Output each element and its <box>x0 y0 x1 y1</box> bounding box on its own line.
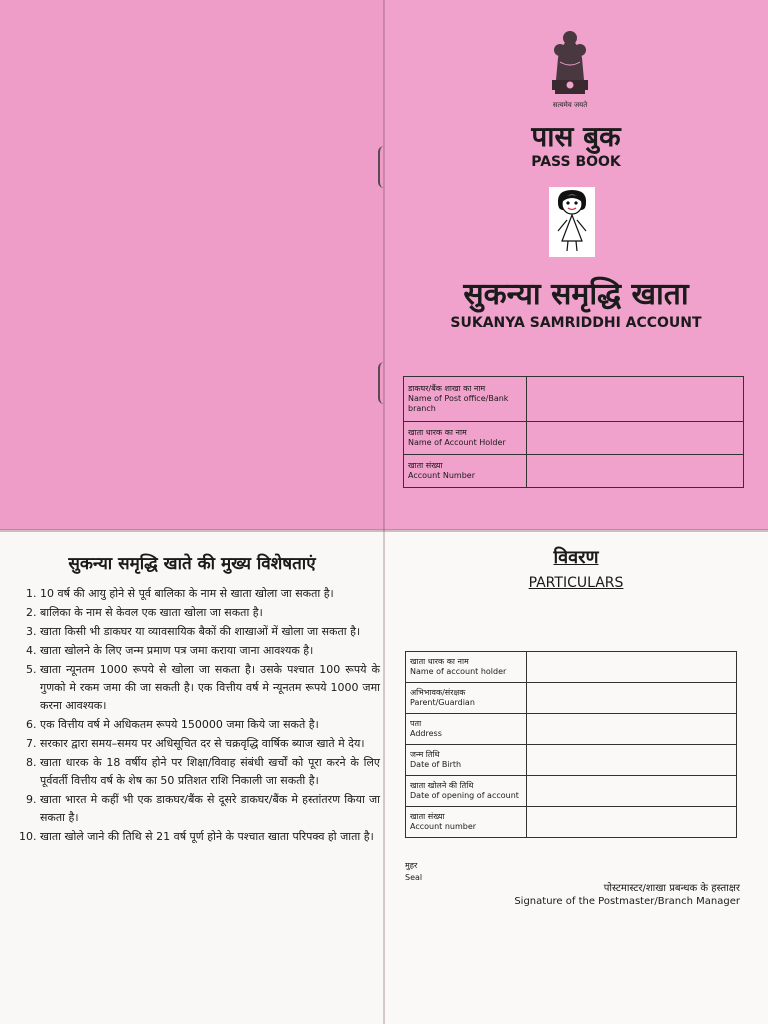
table-row <box>404 377 744 422</box>
table-row <box>404 455 744 488</box>
emblem-motto: सत्यमेव जयते <box>552 101 588 109</box>
field-label <box>406 652 527 683</box>
field-label <box>404 377 527 422</box>
field-label <box>404 422 527 455</box>
list-item: 6. एक वित्तीय वर्ष मे अधिकतम रूपये 150000 जमा किये जा सकते है। <box>40 716 380 734</box>
list-item: 7. सरकार द्वारा समय–समय पर अधिसूचित दर से चक्रवृद्धि वार्षिक ब्याज खाते मे देय। <box>40 735 380 753</box>
features-list <box>20 585 380 847</box>
table-row <box>406 776 737 807</box>
label-english: Date of Birth <box>410 760 462 769</box>
staple-bottom <box>378 362 388 404</box>
branch-name-field[interactable] <box>527 377 744 422</box>
field-label <box>406 776 527 807</box>
account-holder-field[interactable] <box>527 422 744 455</box>
page-divider <box>0 529 768 532</box>
national-emblem-icon <box>546 28 594 100</box>
girl-icon <box>549 187 595 257</box>
list-item: 3. खाता किसी भी डाकघर या व्यावसायिक बैकों की शाखाओं में खोला जा सकता है। <box>40 623 380 641</box>
signature-label: Signature of the Postmaster/Branch Manager <box>514 896 740 907</box>
list-item: 4. खाता खोलने के लिए जन्म प्रमाण पत्र जमा कराया जाना आवश्यक है। <box>40 642 380 660</box>
account-number-field[interactable] <box>527 807 737 838</box>
label-hindi: जन्म तिथि <box>410 750 440 759</box>
guardian-field[interactable] <box>527 683 737 714</box>
opening-date-field[interactable] <box>527 776 737 807</box>
label-hindi: खाता धारक का नाम <box>408 428 467 437</box>
features-title: सुकन्या समृद्धि खाते की मुख्य विशेषताएं <box>68 554 316 574</box>
back-cover <box>0 0 384 530</box>
pass-book-title: PASS BOOK <box>531 154 621 170</box>
cover-details-table <box>403 376 744 488</box>
label-hindi: खाता धारक का नाम <box>410 657 469 666</box>
label-english: Address <box>410 729 442 738</box>
address-field[interactable] <box>527 714 737 745</box>
list-item: 10. खाता खोले जाने की तिथि से 21 वर्ष पूर्ण होने के पश्चात खाता परिपक्व हो जाता है। <box>40 828 380 846</box>
label-hindi: पता <box>410 719 422 728</box>
field-label <box>404 455 527 488</box>
signature-label-hindi: पोस्टमास्टर/शाखा प्रबन्धक के हस्ताक्षर <box>603 883 740 894</box>
field-label <box>406 807 527 838</box>
label-english: Account number <box>410 822 477 831</box>
table-row <box>406 807 737 838</box>
account-title-hindi: सुकन्या समृद्धि खाता <box>463 277 689 312</box>
seal-label: Seal <box>405 873 423 882</box>
label-hindi: खाता संख्या <box>408 461 443 470</box>
account-title: SUKANYA SAMRIDDHI ACCOUNT <box>450 315 702 331</box>
field-label <box>406 745 527 776</box>
seal-label-hindi: मुहर <box>405 861 418 870</box>
label-english: Name of Post office/Bank branch <box>408 394 509 413</box>
holder-name-field[interactable] <box>527 652 737 683</box>
pass-book-title-hindi: पास बुक <box>531 120 621 153</box>
table-row <box>406 745 737 776</box>
table-row <box>404 422 744 455</box>
particulars-table <box>405 651 737 838</box>
label-english: Account Number <box>408 471 475 480</box>
table-row <box>406 652 737 683</box>
label-hindi: डाकघर/बैंक शाखा का नाम <box>408 384 486 393</box>
list-item: 9. खाता भारत मे कहीं भी एक डाकघर/बैंक से दूसरे डाकघर/बैंक मे हस्तांतरण किया जा सकता है। <box>40 791 380 827</box>
label-hindi: खाता संख्या <box>410 812 445 821</box>
label-hindi: अभिभावक/संरक्षक <box>410 688 466 697</box>
girl-logo <box>549 187 595 257</box>
table-row <box>406 683 737 714</box>
list-item: 5. खाता न्यूनतम 1000 रूपये से खोला जा सकता है। उसके पश्चात 100 रूपये के गुणको मे रकम जमा की जा सकती है। एक वित्तीय वर्ष मे न्यूनतम रूपये 1000 जमा करना आवश्यक। <box>40 661 380 715</box>
field-label <box>406 714 527 745</box>
particulars-title-hindi: विवरण <box>553 547 599 568</box>
account-number-field[interactable] <box>527 455 744 488</box>
label-english: Name of account holder <box>410 667 507 676</box>
dob-field[interactable] <box>527 745 737 776</box>
label-english: Name of Account Holder <box>408 438 506 447</box>
label-hindi: खाता खोलने की तिथि <box>410 781 474 790</box>
label-english: Date of opening of account <box>410 791 519 800</box>
table-row <box>406 714 737 745</box>
list-item: 2. बालिका के नाम से केवल एक खाता खोला जा सकता है। <box>40 604 380 622</box>
label-english: Parent/Guardian <box>410 698 475 707</box>
list-item: 8. खाता धारक के 18 वर्षीय होने पर शिक्षा/विवाह संबंधी खर्चों को पूरा करने के लिए पूर्ववर्ती वित्तीय वर्ष के शेष का 50 प्रतिशत राशि निकाली जा सकती है। <box>40 754 380 790</box>
particulars-title: PARTICULARS <box>528 575 624 591</box>
list-item: 1. 10 वर्ष की आयु होने से पूर्व बालिका के नाम से खाता खोला जा सकता है। <box>40 585 380 603</box>
field-label <box>406 683 527 714</box>
